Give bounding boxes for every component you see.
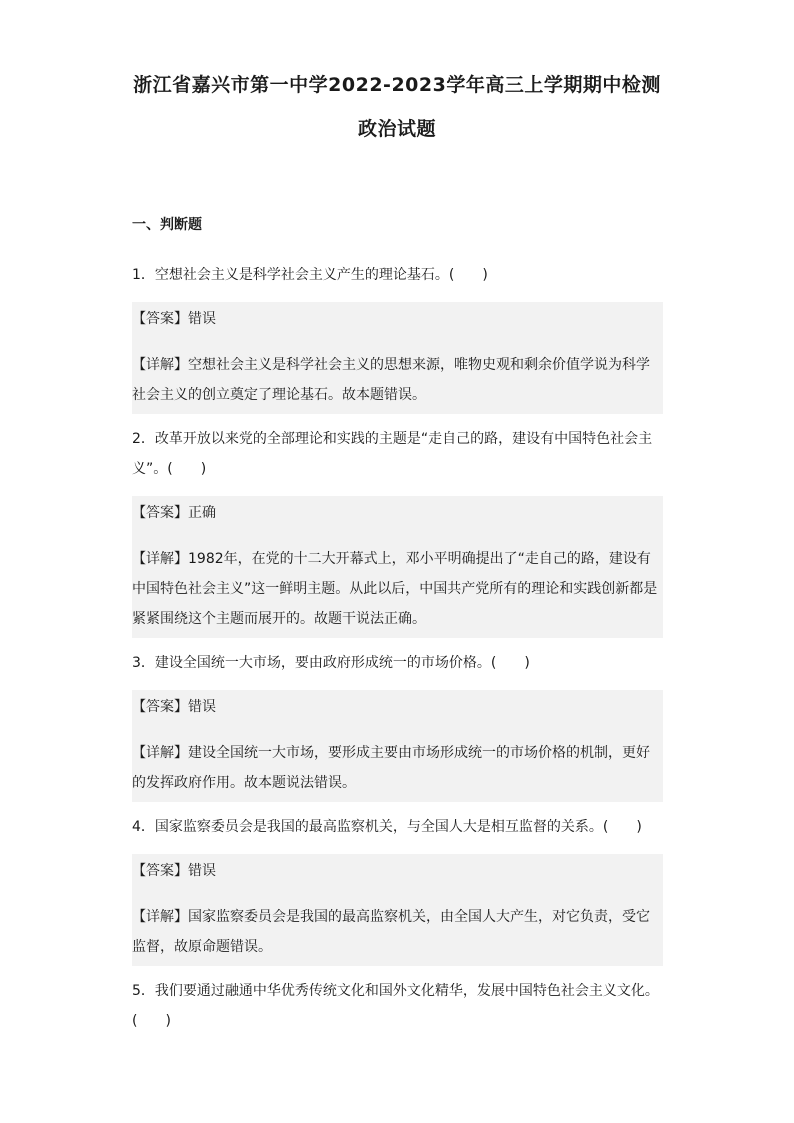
answer-value: 错误	[188, 311, 216, 327]
detail-box	[132, 898, 663, 966]
question-text: 3．建设全国统一大市场，要由政府形成统一的市场价格。( )	[132, 655, 530, 671]
document-subtitle: 政治试题	[357, 118, 436, 140]
section-title: 一、判断题	[132, 217, 202, 233]
question-text: 1．空想社会主义是科学社会主义产生的理论基石。( )	[132, 267, 488, 283]
question-text: 5．我们要通过融通中华优秀传统文化和国外文化精华，发展中国特色社会主义文化。( )	[132, 983, 659, 1029]
answer-label: 【答案】	[132, 505, 188, 521]
answer-box	[132, 690, 663, 724]
answer-value: 错误	[188, 699, 216, 715]
detail-box	[132, 540, 663, 638]
detail-text: 建设全国统一大市场，要形成主要由市场形成统一的市场价格的机制，更好的发挥政府作用。故本题说法错误。	[132, 745, 650, 791]
detail-text: 国家监察委员会是我国的最高监察机关，由全国人大产生，对它负责，受它监督，故原命题错误。	[132, 909, 650, 955]
question-item	[132, 976, 663, 1036]
question-list	[132, 250, 663, 1036]
detail-label: 【详解】	[132, 909, 188, 925]
detail-label: 【详解】	[132, 551, 188, 567]
answer-box	[132, 496, 663, 530]
question-item	[132, 648, 663, 802]
detail-box	[132, 346, 663, 414]
question-item	[132, 260, 663, 414]
answer-label: 【答案】	[132, 699, 188, 715]
detail-text: 1982年，在党的十二大开幕式上，邓小平明确提出了“走自己的路，建设有中国特色社会主义”这一鲜明主题。从此以后，中国共产党所有的理论和实践创新都是紧紧围绕这个主题而展开的。故题干说法正确。	[132, 551, 658, 627]
answer-label: 【答案】	[132, 863, 188, 879]
answer-box	[132, 302, 663, 336]
question-item	[132, 424, 663, 638]
answer-box	[132, 854, 663, 888]
detail-label: 【详解】	[132, 745, 188, 761]
answer-value: 正确	[188, 505, 216, 521]
answer-label: 【答案】	[132, 311, 188, 327]
question-text: 4．国家监察委员会是我国的最高监察机关，与全国人大是相互监督的关系。( )	[132, 819, 642, 835]
document-title: 浙江省嘉兴市第一中学2022-2023学年高三上学期期中检测	[133, 74, 661, 96]
detail-label: 【详解】	[132, 357, 188, 373]
detail-box	[132, 734, 663, 802]
detail-text: 空想社会主义是科学社会主义的思想来源，唯物史观和剩余价值学说为科学社会主义的创立奠定了理论基石。故本题错误。	[132, 357, 650, 403]
answer-value: 错误	[188, 863, 216, 879]
question-item	[132, 812, 663, 966]
question-text: 2．改革开放以来党的全部理论和实践的主题是“走自己的路，建设有中国特色社会主义”。( )	[132, 431, 653, 477]
